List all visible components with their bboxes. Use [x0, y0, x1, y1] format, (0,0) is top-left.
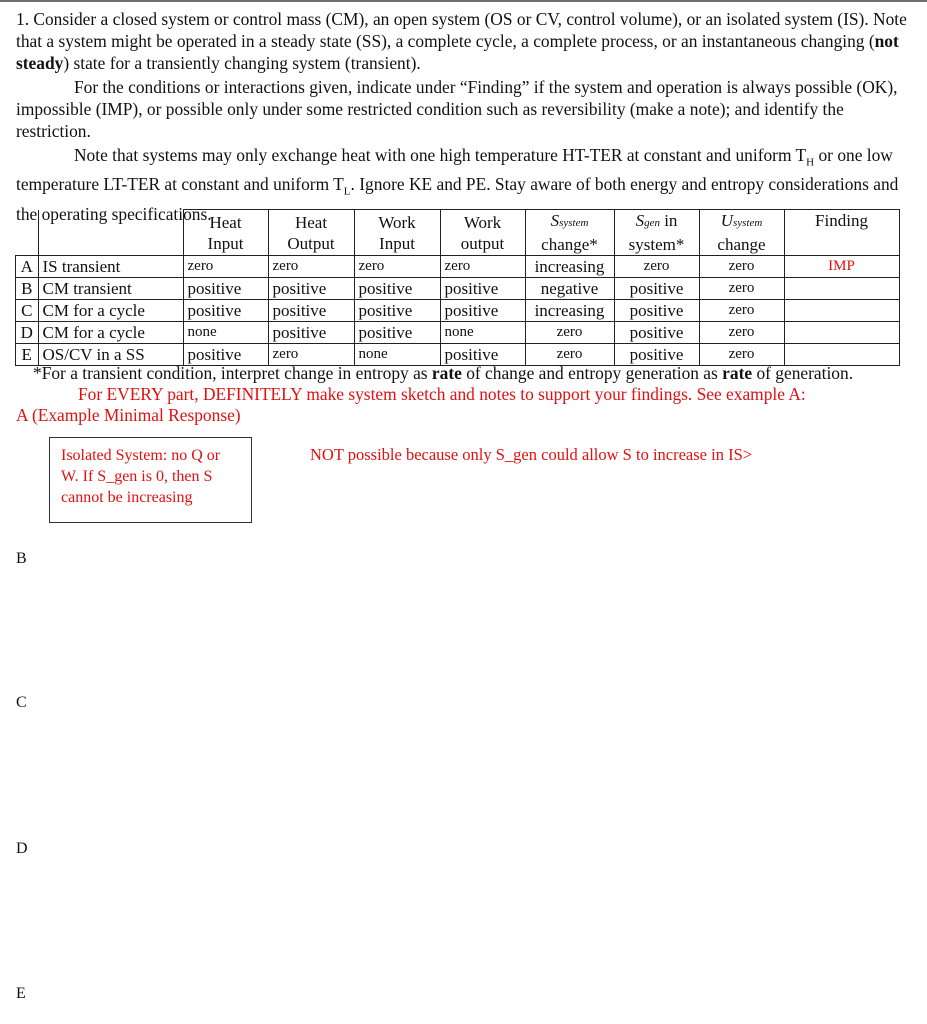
cell-s-gen: positive [614, 322, 699, 344]
cell-heat-output: zero [268, 344, 354, 366]
row-label: C [16, 300, 39, 322]
header-s-gen: Sgen in system* [614, 210, 699, 256]
cell-s-system: negative [525, 278, 614, 300]
footnote: *For a transient condition, interpret change in entropy as rate of change and entropy generation as rate of generation. [33, 363, 854, 383]
cell-s-gen: positive [614, 278, 699, 300]
part-label-d: D [16, 840, 28, 857]
cell-s-gen: positive [614, 300, 699, 322]
row-label: B [16, 278, 39, 300]
row-description: IS transient [38, 256, 183, 278]
cell-heat-input: none [183, 322, 268, 344]
cell-u-system: zero [699, 300, 784, 322]
instruction-text: For EVERY part, DEFINITELY make system sketch and notes to support your findings. See example A: [78, 384, 806, 404]
row-label: E [16, 344, 39, 366]
cell-s-system: increasing [525, 300, 614, 322]
table-row [16, 300, 900, 322]
example-box-text: Isolated System: no Q or W. If S_gen is 0, then S cannot be increasing [61, 447, 221, 506]
cell-finding [784, 300, 899, 322]
example-system-sketch-box [49, 437, 252, 523]
cell-finding [784, 322, 899, 344]
cell-work-output: positive [440, 344, 525, 366]
cell-u-system: zero [699, 322, 784, 344]
part-label-e: E [16, 985, 26, 1002]
cell-s-gen: zero [614, 256, 699, 278]
problem-paragraph-1: 1. Consider a closed system or control mass (CM), an open system (OS or CV, control volume), or an isolated system (IS). Note that a system might be operated in a steady state (SS), a complete cycle, a complete process, or an instantaneous changing (not steady) state for a transiently changing system (transient). [16, 9, 907, 73]
header-heat-output: Heat Output [268, 210, 354, 256]
cell-heat-output: positive [268, 300, 354, 322]
part-label-c: C [16, 694, 27, 711]
cell-s-gen: positive [614, 344, 699, 366]
cell-heat-input: positive [183, 278, 268, 300]
cell-finding: IMP [784, 256, 899, 278]
cell-s-system: zero [525, 322, 614, 344]
example-answer: NOT possible because only S_gen could allow S to increase in IS> [310, 445, 753, 464]
row-description: CM for a cycle [38, 300, 183, 322]
cell-work-output: zero [440, 256, 525, 278]
cell-work-output: positive [440, 278, 525, 300]
header-s-system: Ssystem change* [525, 210, 614, 256]
cell-work-input: positive [354, 300, 440, 322]
header-heat-input: Heat Input [183, 210, 268, 256]
header-work-output: Work output [440, 210, 525, 256]
cell-s-system: increasing [525, 256, 614, 278]
table-row [16, 256, 900, 278]
specification-table [15, 209, 900, 366]
table-row [16, 278, 900, 300]
cell-s-system: zero [525, 344, 614, 366]
example-label: A (Example Minimal Response) [16, 405, 241, 425]
row-label: A [16, 256, 39, 278]
cell-finding [784, 278, 899, 300]
cell-work-input: positive [354, 278, 440, 300]
cell-u-system: zero [699, 344, 784, 366]
cell-work-input: positive [354, 322, 440, 344]
header-work-input: Work Input [354, 210, 440, 256]
problem-paragraph-2: For the conditions or interactions given, indicate under “Finding” if the system and operation is always possible (OK), impossible (IMP), or possible only under some restricted condition such as reversibility (make a note); and identify the restriction. [16, 77, 898, 141]
problem-paragraph-3: Note that systems may only exchange heat with one high temperature HT-TER at constant and uniform $T_H$ or one low temperature LT-TER at constant and uniform $T_L$. Ignore KE and PE. Stay aware of both energy and entropy considerations and the operating specifications. [16, 145, 899, 224]
cell-heat-output: positive [268, 322, 354, 344]
cell-work-input: zero [354, 256, 440, 278]
cell-work-output: none [440, 322, 525, 344]
row-description: CM transient [38, 278, 183, 300]
top-rule [0, 0, 927, 2]
cell-work-output: positive [440, 300, 525, 322]
table-header-row [16, 210, 900, 256]
part-label-b: B [16, 550, 27, 567]
cell-heat-input: zero [183, 256, 268, 278]
cell-heat-output: zero [268, 256, 354, 278]
row-description: CM for a cycle [38, 322, 183, 344]
cell-heat-input: positive [183, 344, 268, 366]
cell-u-system: zero [699, 278, 784, 300]
table-row [16, 322, 900, 344]
cell-heat-input: positive [183, 300, 268, 322]
cell-work-input: none [354, 344, 440, 366]
row-label: D [16, 322, 39, 344]
cell-u-system: zero [699, 256, 784, 278]
header-finding: Finding [784, 210, 899, 256]
row-description: OS/CV in a SS [38, 344, 183, 366]
cell-heat-output: positive [268, 278, 354, 300]
header-u-system: Usystem change [699, 210, 784, 256]
